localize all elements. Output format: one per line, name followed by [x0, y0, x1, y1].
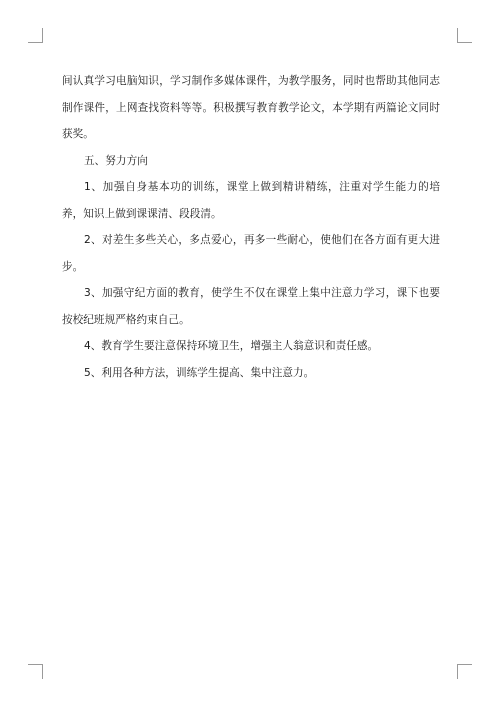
crop-mark-bottom-left [28, 664, 43, 679]
list-item: 2、对差生多些关心，多点爱心，再多一些耐心，使他们在各方面有更大进步。 [62, 234, 440, 273]
document-body [62, 68, 440, 386]
section-heading: 五、努力方向 [84, 154, 148, 167]
list-item: 3、加强守纪方面的教育，使学生不仅在课堂上集中注意力学习，课下也要按校纪班规严格约束自己。 [62, 287, 440, 326]
list-item: 4、教育学生要注意保持环境卫生，增强主人翁意识和责任感。 [84, 340, 379, 352]
crop-mark-bottom-right [457, 664, 472, 679]
crop-mark-top-left [28, 28, 43, 43]
list-item: 1、加强自身基本功的训练，课堂上做到精讲精练，注重对学生能力的培养，知识上做到课课清、段段清。 [62, 181, 440, 220]
list-item: 5、利用各种方法，训练学生提高、集中注意力。 [84, 366, 315, 379]
crop-mark-top-right [457, 28, 472, 43]
paragraph-continuation: 间认真学习电脑知识，学习制作多媒体课件，为教学服务，同时也帮助其他同志制作课件，上网查找资料等等。积极撰写教育教学论文，本学期有两篇论文同时获奖。 [62, 75, 440, 140]
